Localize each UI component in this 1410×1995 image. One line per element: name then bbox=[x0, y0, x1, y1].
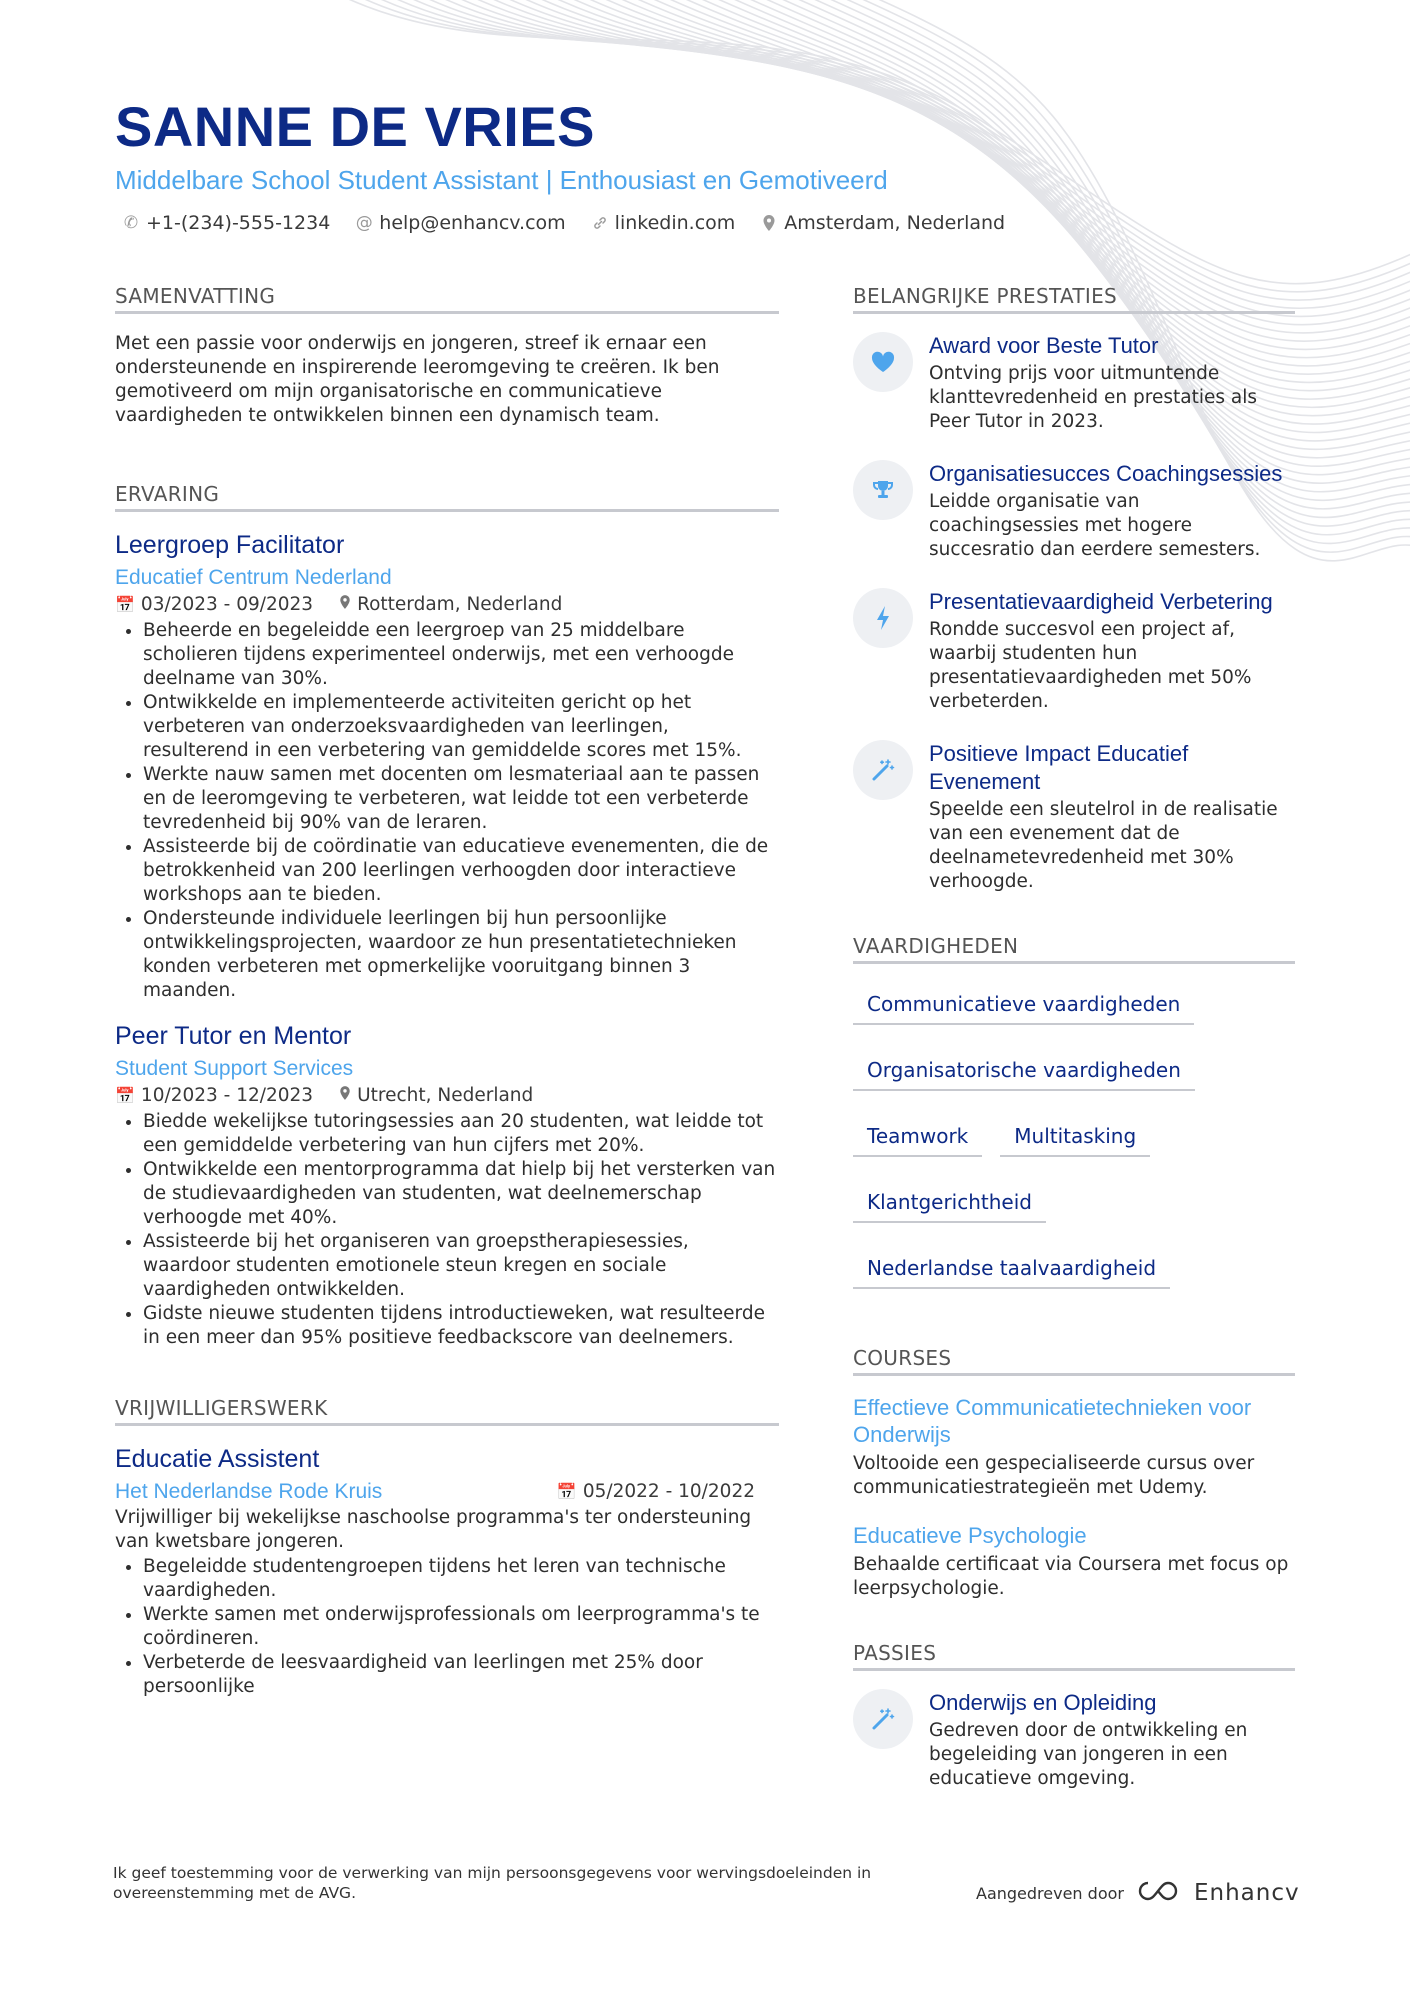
candidate-name: SANNE DE VRIES bbox=[115, 95, 595, 158]
linkedin-text: linkedin.com bbox=[614, 212, 736, 234]
job-entry bbox=[115, 530, 779, 1003]
job-entry bbox=[115, 1021, 779, 1350]
volunteer-description: Vrijwilliger bij wekelijkse naschoolse programma's ter ondersteuning van kwetsbare jongeren. bbox=[115, 1507, 752, 1552]
passions-section bbox=[853, 1641, 1295, 1791]
calendar-icon: 📅 bbox=[115, 1086, 135, 1105]
achievements-section bbox=[853, 284, 1295, 894]
passions-heading: PASSIES bbox=[853, 1641, 1295, 1671]
bullet-item: • Gidste nieuwe studenten tijdens introductieweken, wat resulteerde in een meer dan 95% positieve feedbackscore van deelnemers. bbox=[143, 1302, 779, 1350]
magic-wand-icon bbox=[853, 740, 913, 800]
left-column bbox=[115, 284, 779, 1699]
passion-title: Onderwijs en Opleiding bbox=[929, 1690, 1157, 1715]
skill-tag: Organisatorische vaardigheden bbox=[853, 1052, 1195, 1091]
calendar-icon: 📅 bbox=[115, 595, 135, 614]
volunteer-section bbox=[115, 1396, 779, 1699]
job-title: Peer Tutor en Mentor bbox=[115, 1022, 352, 1050]
achievement-item bbox=[853, 460, 1295, 562]
powered-by-text: Aangedreven door bbox=[976, 1883, 1124, 1903]
calendar-icon: 📅 bbox=[556, 1482, 577, 1501]
bullet-item: • Verbeterde de leesvaardigheid van leerlingen met 25% door persoonlijke bbox=[143, 1651, 779, 1699]
bullet-item: • Ondersteunde individuele leerlingen bij hun persoonlijke ontwikkelingsprojecten, waardoor ze hun presentatietechnieken konden verbeteren met opmerkelijke vooruitgang binnen 3 maanden. bbox=[143, 907, 779, 1003]
achievement-title: Organisatiesucces Coachingsessies bbox=[929, 461, 1283, 486]
location-text: Amsterdam, Nederland bbox=[784, 212, 1006, 234]
bolt-icon bbox=[853, 588, 913, 648]
bullet-item: • Werkte samen met onderwijsprofessionals om leerprogramma's te coördineren. bbox=[143, 1603, 779, 1651]
skill-tag: Communicatieve vaardigheden bbox=[853, 986, 1194, 1025]
volunteer-dates: 05/2022 - 10/2022 bbox=[582, 1481, 755, 1502]
skills-list bbox=[853, 982, 1295, 1296]
volunteer-role: Educatie Assistent bbox=[115, 1445, 320, 1473]
achievement-title: Presentatievaardigheid Verbetering bbox=[929, 589, 1273, 614]
candidate-subtitle: Middelbare School Student Assistant | Enthousiast en Gemotiveerd bbox=[115, 165, 888, 195]
bullet-item: • Begeleidde studentengroepen tijdens het leren van technische vaardigheden. bbox=[143, 1555, 779, 1603]
phone-text: +1-(234)-555-1234 bbox=[146, 212, 331, 234]
job-location: Utrecht, Nederland bbox=[357, 1085, 534, 1106]
volunteer-organization: Het Nederlandse Rode Kruis bbox=[115, 1480, 383, 1503]
right-column bbox=[853, 284, 1295, 1817]
job-title: Leergroep Facilitator bbox=[115, 531, 345, 559]
course-title: Effectieve Communicatietechnieken voor Onderwijs bbox=[853, 1395, 1252, 1447]
course-item bbox=[853, 1394, 1295, 1500]
resume-header bbox=[115, 96, 1295, 234]
job-dates: 10/2023 - 12/2023 bbox=[140, 1085, 314, 1106]
enhancv-logo-icon bbox=[1136, 1880, 1182, 1906]
bullet-item: • Ontwikkelde en implementeerde activiteiten gericht op het verbeteren van onderzoeksvaardigheden van leerlingen, resulterend in een verbetering van gemiddelde scores met 15%. bbox=[143, 691, 779, 763]
bullet-item: • Assisteerde bij de coördinatie van educatieve evenementen, die de betrokkenheid van 200 leerlingen verhoogden door interactieve workshops aan te bieden. bbox=[143, 835, 779, 907]
achievement-desc: Ontving prijs voor uitmuntende klanttevredenheid en prestaties als Peer Tutor in 2023. bbox=[929, 363, 1258, 432]
summary-text: Met een passie voor onderwijs en jongeren, streef ik ernaar een ondersteunende en inspirerende leeromgeving te creëren. Ik ben gemotiveerd om mijn organisatorische en communicatieve vaardigheden te ontwikkelen binnen een dynamisch team. bbox=[115, 333, 720, 426]
skill-tag: Nederlandse taalvaardigheid bbox=[853, 1250, 1170, 1289]
course-desc: Behaalde certificaat via Coursera met focus op leerpsychologie. bbox=[853, 1554, 1289, 1599]
contact-linkedin[interactable] bbox=[592, 212, 736, 234]
skill-tag: Teamwork bbox=[853, 1118, 982, 1157]
bullet-item: • Beheerde en begeleidde een leergroep van 25 middelbare scholieren tijdens experimenteel onderwijs, met een verhoogde deelname van 30%. bbox=[143, 619, 779, 691]
summary-heading: SAMENVATTING bbox=[115, 284, 779, 314]
courses-heading: COURSES bbox=[853, 1346, 1295, 1376]
passion-item bbox=[853, 1689, 1295, 1791]
email-text: help@enhancv.com bbox=[379, 212, 566, 234]
achievement-desc: Rondde succesvol een project af, waarbij studenten hun presentatievaardigheden met 50% verbeterden. bbox=[929, 619, 1252, 712]
job-meta bbox=[115, 1083, 779, 1109]
contact-location bbox=[761, 212, 1005, 234]
heart-icon bbox=[853, 332, 913, 392]
skills-section bbox=[853, 934, 1295, 1296]
course-desc: Voltooide een gespecialiseerde cursus over communicatiestrategieën met Udemy. bbox=[853, 1453, 1255, 1498]
contact-info bbox=[115, 212, 1295, 234]
achievements-heading: BELANGRIJKE PRESTATIES bbox=[853, 284, 1295, 314]
contact-email[interactable] bbox=[356, 212, 565, 234]
powered-by[interactable] bbox=[976, 1880, 1300, 1906]
skills-heading: VAARDIGHEDEN bbox=[853, 934, 1295, 964]
phone-icon: ✆ bbox=[123, 213, 139, 233]
experience-heading: ERVARING bbox=[115, 482, 779, 512]
achievement-item bbox=[853, 740, 1295, 894]
bullet-item: • Biedde wekelijkse tutoringsessies aan 20 studenten, wat leidde tot een gemiddelde verbetering van hun cijfers met 20%. bbox=[143, 1110, 779, 1158]
achievement-title: Positieve Impact Educatief Evenement bbox=[929, 741, 1189, 794]
achievement-desc: Leidde organisatie van coachingsessies met hogere succesratio dan eerdere semesters. bbox=[929, 491, 1261, 560]
job-location: Rotterdam, Nederland bbox=[357, 594, 563, 615]
summary-section bbox=[115, 284, 779, 428]
location-pin-icon bbox=[761, 214, 777, 232]
link-icon bbox=[592, 215, 608, 231]
bullet-item: • Werkte nauw samen met docenten om lesmateriaal aan te passen en de leeromgeving te verbeteren, wat leidde tot een verbeterde tevredenheid bij 90% van de leraren. bbox=[143, 763, 779, 835]
bullet-item: • Assisteerde bij het organiseren van groepstherapiesessies, waardoor studenten emotionele steun kregen en sociale vaardigheden ontwikkelden. bbox=[143, 1230, 779, 1302]
consent-text: Ik geef toestemming voor de verwerking van mijn persoonsgegevens voor wervingsdoeleinden in overeenstemming met de AVG. bbox=[113, 1864, 872, 1902]
job-bullets bbox=[115, 1110, 779, 1350]
at-icon: @ bbox=[355, 213, 373, 233]
volunteer-bullets bbox=[115, 1555, 779, 1699]
job-company: Educatief Centrum Nederland bbox=[115, 566, 392, 589]
job-meta bbox=[115, 592, 779, 618]
trophy-icon bbox=[853, 460, 913, 520]
skill-tag: Klantgerichtheid bbox=[853, 1184, 1046, 1223]
achievement-item bbox=[853, 332, 1295, 434]
achievement-title: Award voor Beste Tutor bbox=[929, 333, 1159, 358]
job-company: Student Support Services bbox=[115, 1057, 354, 1080]
course-item bbox=[853, 1522, 1295, 1601]
achievement-item bbox=[853, 588, 1295, 714]
job-bullets bbox=[115, 619, 779, 1003]
passion-desc: Gedreven door de ontwikkeling en begeleiding van jongeren in een educatieve omgeving. bbox=[929, 1720, 1248, 1789]
location-pin-icon bbox=[339, 592, 351, 618]
job-dates: 03/2023 - 09/2023 bbox=[140, 594, 314, 615]
brand-name: Enhancv bbox=[1193, 1880, 1300, 1906]
magic-wand-icon bbox=[853, 1689, 913, 1749]
course-title: Educatieve Psychologie bbox=[853, 1523, 1087, 1548]
bullet-item: • Ontwikkelde een mentorprogramma dat hielp bij het versterken van de studievaardigheden van studenten, wat deelnemerschap verhoogde met 40%. bbox=[143, 1158, 779, 1230]
courses-section bbox=[853, 1346, 1295, 1601]
contact-phone[interactable] bbox=[123, 212, 330, 234]
volunteer-heading: VRIJWILLIGERSWERK bbox=[115, 1396, 779, 1426]
experience-section bbox=[115, 482, 779, 1350]
location-pin-icon bbox=[339, 1083, 351, 1109]
achievement-desc: Speelde een sleutelrol in de realisatie van een evenement dat de deelnametevredenheid met 30% verhoogde. bbox=[929, 799, 1278, 892]
skill-tag: Multitasking bbox=[1000, 1118, 1150, 1157]
